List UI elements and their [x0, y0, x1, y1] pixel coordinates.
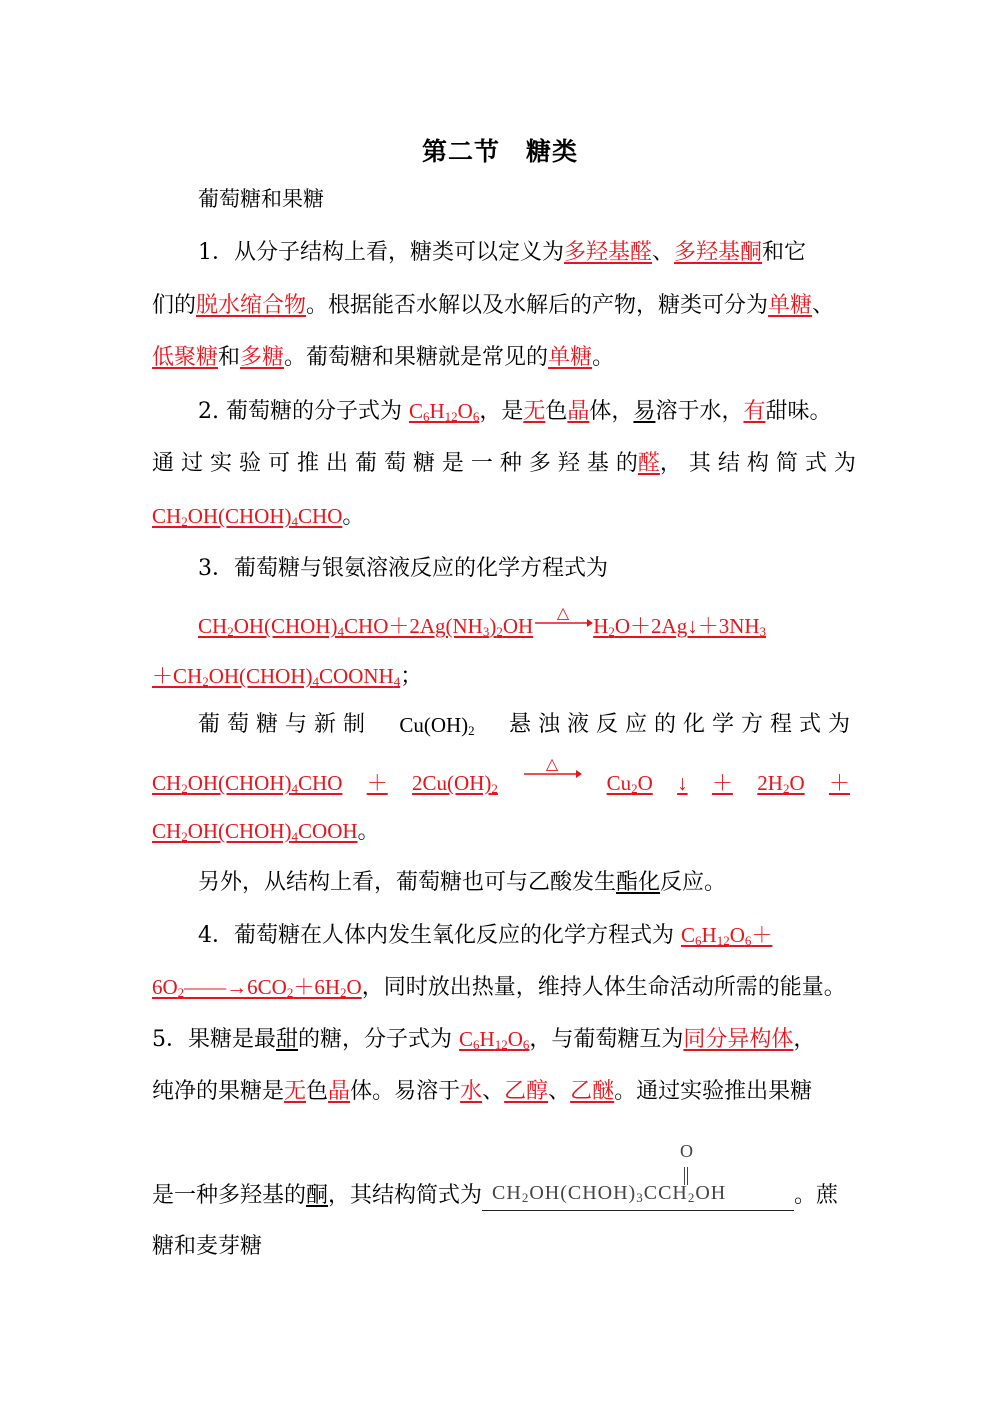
- answer-blank: 单糖: [768, 293, 813, 318]
- p1-line2: 们的脱水缩合物。根据能否水解以及水解后的产物，糖类可分为单糖、: [152, 293, 835, 318]
- equation-copper-hydroxide-line2: $CH_2OH(CHOH)_4COOH$。: [152, 819, 380, 844]
- p5-line3: 是一种多羟基的酮，其结构简式为 O $CH_2OH(CHOH)_3CCH_2OH$ 。蔗: [152, 1180, 850, 1211]
- p3-extra: 另外，从结构上看，葡萄糖也可与乙酸发生酯化反应。: [198, 870, 727, 895]
- p5-line1: 5．果糖是最甜的糖，分子式为 $C_6H_{12}O_6$，与葡萄糖互为同分异构体，: [152, 1027, 816, 1052]
- answer-blank: 无: [523, 399, 546, 424]
- p1-line3: 低聚糖和多糖。葡萄糖和果糖就是常见的单糖。: [152, 345, 615, 370]
- p1-line1: 1．从分子结构上看，糖类可以定义为多羟基醛、多羟基酮和它: [198, 240, 807, 265]
- answer-blank: 乙醇: [504, 1079, 549, 1104]
- page-title: 第二节 糖类: [421, 137, 578, 166]
- answer-blank: 脱水缩合物: [196, 293, 307, 318]
- heating-arrow-icon: [522, 758, 582, 788]
- svg-text:△: △: [557, 607, 570, 622]
- respiration-equation-part2: $6O_2――\to 6CO_2+6H_2O$: [152, 975, 362, 1000]
- p5-line2: 纯净的果糖是无色晶体。易溶于水、乙醇、乙醚。通过实验推出果糖: [152, 1079, 813, 1104]
- answer-blank: 醛: [637, 451, 660, 476]
- fructose-structure: O $CH_2OH(CHOH)_3CCH_2OH$: [482, 1180, 794, 1211]
- formula-fructose: $C_6H_{12}O_6$: [459, 1027, 530, 1052]
- answer-blank: 酯化: [616, 870, 661, 895]
- equation-silver-mirror-line1: $CH_2OH(CHOH)_4CHO+2Ag(NH_3)_2OH$ △ $H_2O+2Ag↓+3NH_3$: [198, 611, 850, 642]
- answer-blank: 多糖: [240, 345, 285, 370]
- answer-blank: 无: [284, 1079, 307, 1104]
- p3-intro2: 葡 萄 糖 与 新 制 $Cu(OH)_2$ 悬 浊 液 反 应 的 化 学 方 程 式 为: [198, 712, 850, 738]
- p2-line3: $CH_2OH(CHOH)_4CHO$。: [152, 504, 365, 529]
- heating-arrow-icon: [533, 607, 593, 637]
- reagent-cu-oh-2: $Cu(OH)_2$: [399, 713, 475, 738]
- answer-blank: 甜: [276, 1027, 299, 1052]
- answer-blank: 多羟基酮: [674, 240, 763, 265]
- p4-line1: 4．葡萄糖在人体内发生氧化反应的化学方程式为 $C_6H_{12}O_6+$: [198, 923, 773, 948]
- p2-line2: 通 过 实 验 可 推 出 葡 萄 糖 是 一 种 多 羟 基 的醛， 其 结 构 简 式 为: [152, 451, 856, 476]
- answer-blank: 水: [460, 1079, 483, 1104]
- equation-silver-mirror-line2: $+CH_2OH(CHOH)_4COONH_4$；: [152, 664, 423, 689]
- p2-line1: 2. 葡萄糖的分子式为 $C_6H_{12}O_6$，是无色晶体，易溶于水，有甜味。: [198, 399, 832, 424]
- equation-copper-hydroxide-line1: $CH_2OH(CHOH)_4CHO$ ＋ $2Cu(OH)_2$ △ $Cu_2O$ ↓ ＋ $2H_2O$ ＋: [152, 768, 850, 798]
- respiration-equation-part1: $C_6H_{12}O_6+$: [681, 923, 773, 948]
- p5-line4: 糖和麦芽糖: [152, 1234, 263, 1259]
- answer-blank: 易: [633, 399, 656, 424]
- p4-line2: $6O_2――\to 6CO_2+6H_2O$，同时放出热量，维持人体生命活动所需的能量。: [152, 975, 846, 1000]
- answer-blank: 乙醚: [570, 1079, 615, 1104]
- section-heading: 葡萄糖和果糖: [198, 187, 324, 211]
- svg-text:△: △: [546, 758, 559, 773]
- glucose-structure: $CH_2OH(CHOH)_4CHO$: [152, 504, 343, 529]
- answer-blank: 多羟基醛: [564, 240, 653, 265]
- p3-intro: 3．葡萄糖与银氨溶液反应的化学方程式为: [198, 556, 608, 581]
- answer-blank: 单糖: [548, 345, 593, 370]
- formula-glucose: $C_6H_{12}O_6$: [408, 399, 480, 424]
- answer-blank: 酮: [306, 1183, 329, 1208]
- answer-blank: 低聚糖: [152, 345, 219, 370]
- answer-blank: 晶: [567, 399, 590, 424]
- answer-blank: 有: [743, 399, 766, 424]
- answer-blank: 晶: [328, 1079, 351, 1104]
- answer-blank: 同分异构体: [683, 1027, 794, 1052]
